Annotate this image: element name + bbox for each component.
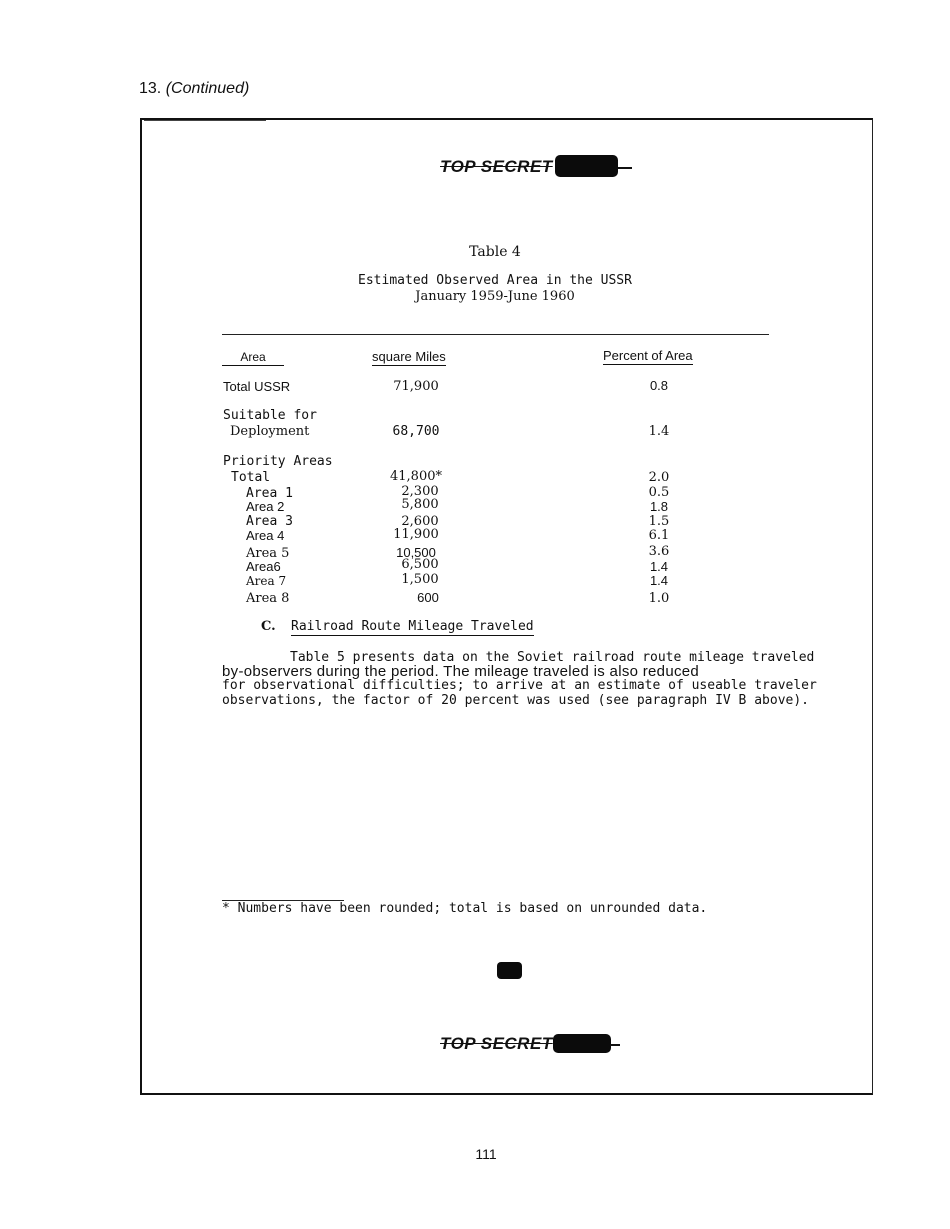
row-area-suitable: Suitable for xyxy=(223,408,317,423)
table-period: January 1959-June 1960 xyxy=(415,289,575,304)
row-miles-area-4: 11,900 xyxy=(393,527,439,542)
document-frame xyxy=(140,118,873,1095)
row-percent-area-3: 1.5 xyxy=(648,514,670,529)
row-miles-area-1: 2,300 xyxy=(401,484,439,499)
paragraph-line-2: by-observers during the period. The mileage traveled is also reduced xyxy=(222,663,700,680)
row-miles-area-5: 10,500 xyxy=(396,545,436,560)
row-area-1: Area 1 xyxy=(246,486,293,501)
redaction-block-middle xyxy=(497,962,522,979)
row-miles-priority-total: 41,800* xyxy=(390,469,442,484)
row-percent-deployment: 1.4 xyxy=(648,424,670,439)
row-percent-area-7: 1.4 xyxy=(649,573,669,588)
classification-top: TOP SECRET xyxy=(440,157,553,176)
row-area-7: Area 7 xyxy=(246,574,287,588)
row-area-6: Area6 xyxy=(246,559,281,574)
page-heading xyxy=(139,80,249,98)
header-square-miles: square Miles xyxy=(372,349,446,364)
row-percent-total-ussr: 0.8 xyxy=(649,378,669,393)
table-title: Table 4 xyxy=(469,244,521,260)
row-miles-area-7: 1,500 xyxy=(401,572,439,587)
row-area-2: Area 2 xyxy=(246,499,285,514)
row-miles-area-2: 5,800 xyxy=(401,497,439,512)
row-area-4: Area 4 xyxy=(246,528,285,543)
strike-tail-bottom xyxy=(610,1044,620,1046)
row-miles-area-8: 600 xyxy=(417,590,439,605)
row-percent-area-6: 1.4 xyxy=(649,559,669,574)
page-number: 111 xyxy=(475,1146,497,1162)
row-area-priority-total: Total xyxy=(231,470,271,485)
row-percent-area-2: 1.8 xyxy=(649,499,669,514)
row-percent-area-5: 3.6 xyxy=(648,544,670,559)
redaction-block-top xyxy=(555,155,618,177)
row-miles-deployment: 68,700 xyxy=(392,424,440,439)
section-number: 13. xyxy=(139,80,162,97)
row-area-priority-areas: Priority Areas xyxy=(223,454,333,469)
row-miles-area-3: 2,600 xyxy=(401,514,439,529)
header-percent: Percent of Area xyxy=(603,348,693,363)
row-miles-total-ussr: 71,900 xyxy=(393,379,439,394)
paragraph-line-1: Table 5 presents data on the Soviet railroad route mileage traveled xyxy=(290,650,815,665)
row-area-8: Area 8 xyxy=(246,591,290,606)
redaction-block-bottom xyxy=(553,1034,611,1053)
row-area-5: Area 5 xyxy=(246,546,290,561)
paragraph-line-3: for observational difficulties; to arrive at an estimate of useable traveler xyxy=(222,678,817,693)
classification-bottom: TOP SECRET xyxy=(440,1034,553,1053)
strike-tail-top xyxy=(618,167,632,169)
table-rule xyxy=(222,334,769,335)
row-area-total-ussr: Total USSR xyxy=(223,379,291,394)
section-c-label: C. xyxy=(261,619,276,634)
header-area: Area xyxy=(222,350,284,366)
row-percent-area-1: 0.5 xyxy=(648,485,670,500)
row-area-3: Area 3 xyxy=(246,514,293,529)
footnote: * Numbers have been rounded; total is based on unrounded data. xyxy=(222,901,708,916)
continued-label: (Continued) xyxy=(165,80,250,97)
frame-tick-mark xyxy=(144,120,266,121)
row-percent-priority-total: 2.0 xyxy=(648,470,670,485)
row-percent-area-8: 1.0 xyxy=(648,591,670,606)
row-miles-area-6: 6,500 xyxy=(401,557,439,572)
section-c-heading: Railroad Route Mileage Traveled xyxy=(291,619,534,634)
row-area-deployment: Deployment xyxy=(230,424,310,439)
table-subtitle: Estimated Observed Area in the USSR xyxy=(358,273,632,288)
row-percent-area-4: 6.1 xyxy=(648,528,670,543)
paragraph-line-4: observations, the factor of 20 percent was used (see paragraph IV B above). xyxy=(222,693,809,708)
